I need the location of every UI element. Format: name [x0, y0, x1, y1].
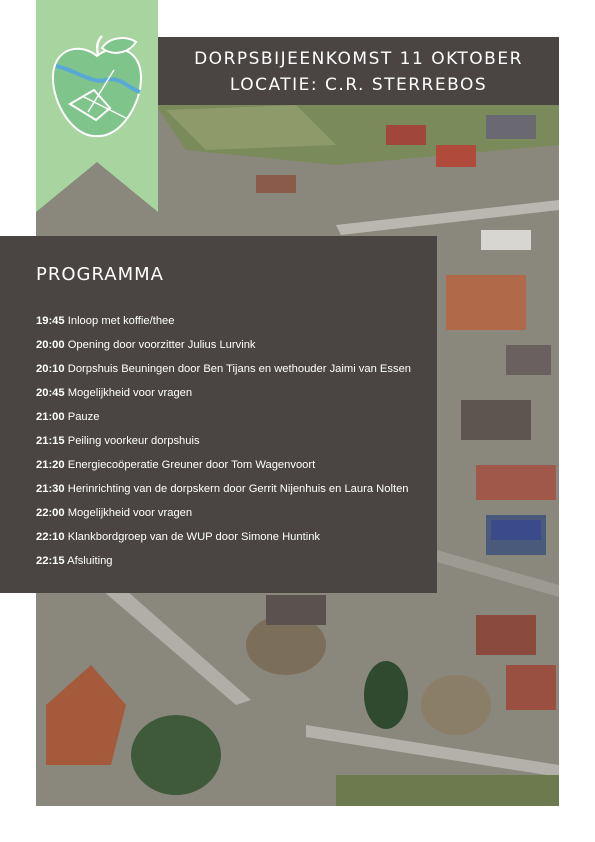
list-item	[36, 434, 431, 458]
list-item	[36, 410, 431, 434]
item-text: Mogelijkheid voor vragen	[67, 387, 193, 399]
list-item	[36, 314, 431, 338]
item-text: Mogelijkheid voor vragen	[67, 507, 193, 519]
item-time: 22:00	[36, 507, 65, 519]
ribbon-shape	[36, 0, 158, 212]
list-item	[36, 530, 431, 554]
item-time: 20:45	[36, 387, 65, 399]
item-text: Inloop met koffie/thee	[67, 315, 175, 327]
list-item	[36, 338, 431, 362]
event-header	[158, 37, 559, 105]
event-location: LOCATIE: C.R. STERREBOS	[229, 75, 488, 95]
programme-title: PROGRAMMA	[36, 264, 164, 285]
programme-list	[36, 314, 431, 578]
item-time: 20:10	[36, 363, 65, 375]
item-time: 21:15	[36, 435, 65, 447]
list-item	[36, 386, 431, 410]
item-time: 19:45	[36, 315, 65, 327]
logo-ribbon	[36, 0, 158, 212]
list-item	[36, 362, 431, 386]
item-time: 21:30	[36, 483, 65, 495]
event-title: DORPSBIJEENKOMST 11 OKTOBER	[194, 49, 523, 69]
item-time: 22:10	[36, 531, 65, 543]
item-time: 22:15	[36, 555, 65, 567]
item-time: 20:00	[36, 339, 65, 351]
item-text: Opening door voorzitter Julius Lurvink	[67, 339, 256, 351]
list-item	[36, 458, 431, 482]
item-text: Dorpshuis Beuningen door Ben Tijans en wethouder Jaimi van Essen	[67, 363, 412, 375]
item-text: Afsluiting	[67, 555, 113, 567]
item-time: 21:00	[36, 411, 65, 423]
item-text: Peiling voorkeur dorpshuis	[67, 435, 200, 447]
item-text: Klankbordgroep van de WUP door Simone Huntink	[67, 531, 321, 543]
list-item	[36, 554, 431, 578]
item-time: 21:20	[36, 459, 65, 471]
item-text: Pauze	[67, 411, 100, 423]
item-text: Energiecoöperatie Greuner door Tom Wagenvoort	[67, 459, 316, 471]
item-text: Herinrichting van de dorpskern door Gerrit Nijenhuis en Laura Nolten	[67, 483, 409, 495]
list-item	[36, 482, 431, 506]
programme-panel	[0, 236, 437, 593]
list-item	[36, 506, 431, 530]
